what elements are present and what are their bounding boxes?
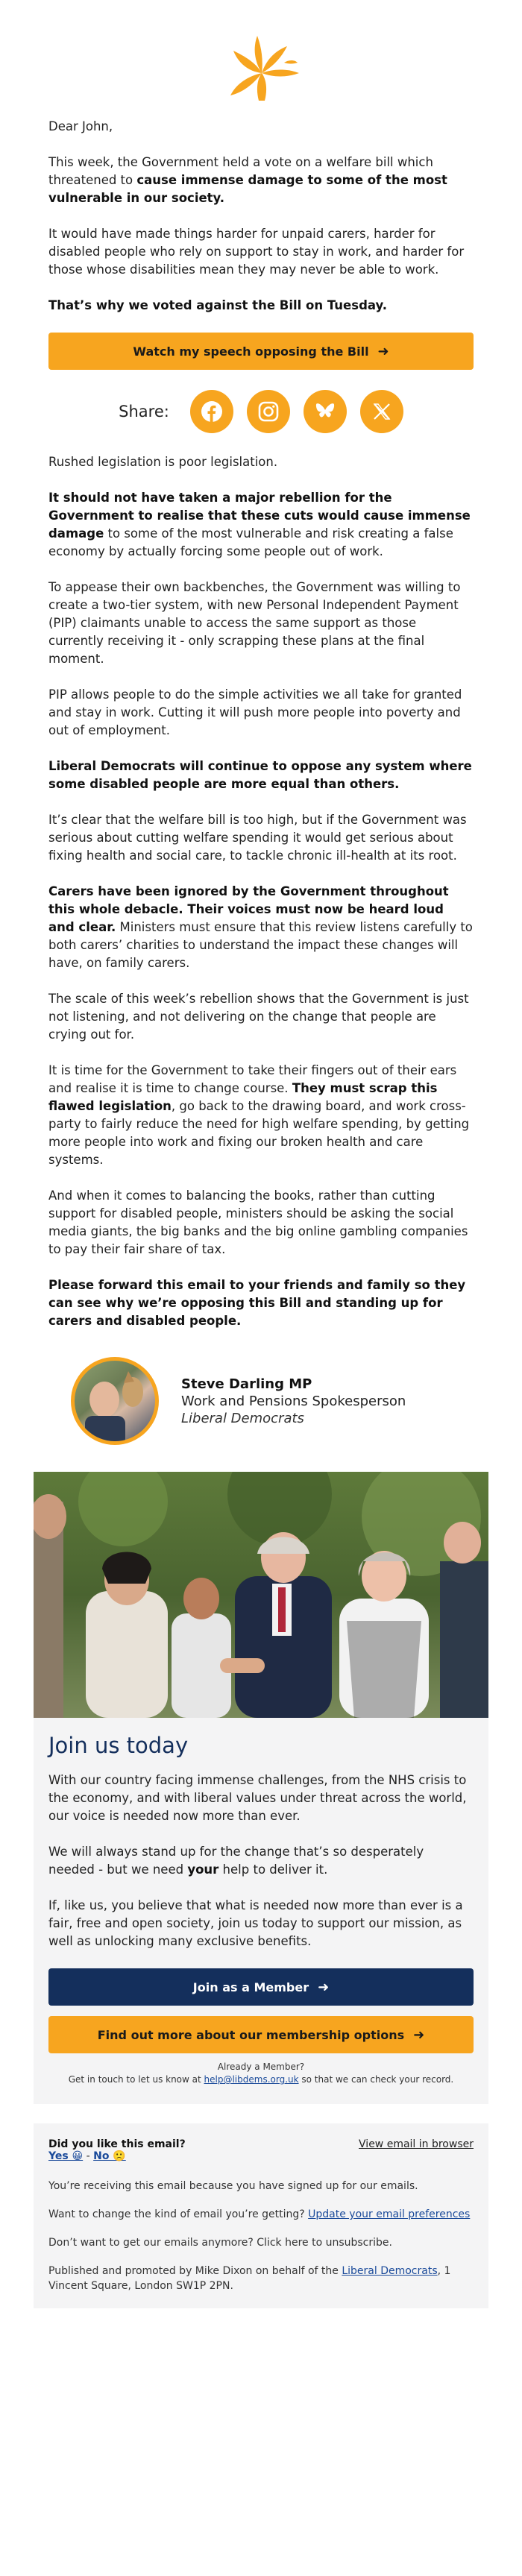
- paragraph: Liberal Democrats will continue to oppose any system where some disabled people are more equal than others.: [48, 759, 472, 791]
- paragraph: It would have made things harder for unpaid carers, harder for disabled people who rely on support to stay in work, and harder for those whose disabilities mean they may never be able to work.: [48, 227, 465, 277]
- join-paragraph: With our country facing immense challenges, from the NHS crisis to the economy, and with liberal values under threat across the world, our voice is needed now more than ever.: [48, 1773, 467, 1823]
- paragraph: It should not have taken a major rebellion for the Government to realise that these cuts would cause immense damage to some of the most vulnerable and risk creating a false economy by actually forcing some people out of work.: [48, 491, 471, 558]
- imprint-text: Published and promoted by Mike Dixon on behalf of the Liberal Democrats, 1 Vincent Square, London SW1P 2PN.: [48, 2265, 451, 2292]
- feedback-no-link[interactable]: No 🙁: [93, 2150, 126, 2162]
- already-member-note: Already a Member? Get in touch to let us know at help@libdems.org.uk so that we can check your record.: [68, 2062, 454, 2085]
- footer-text: You’re receiving this email because you have signed up for our emails.: [48, 2180, 418, 2192]
- instagram-icon: [257, 400, 280, 423]
- help-email-link[interactable]: help@libdems.org.uk: [204, 2074, 299, 2085]
- libdem-bird-icon: [213, 30, 309, 112]
- paragraph: And when it comes to balancing the books, rather than cutting support for disabled people, ministers should be asking the social media giants, the big banks and the big online gambling companies to pay their fair share of tax.: [48, 1188, 468, 1256]
- campaign-photo: [34, 1472, 488, 1718]
- paragraph: It is time for the Government to take their fingers out of their ears and realise it is time to change course. They must scrap this flawed legislation, go back to the drawing board, and work cross-party to fairly reduce the need for high welfare spending, by getting more people into work and fixing our broken health and care systems.: [48, 1063, 470, 1167]
- join-paragraph: If, like us, you believe that what is needed now more than ever is a fair, free and open society, join us today to support our mission, as well as unlocking many exclusive benefits.: [48, 1898, 463, 1948]
- paragraph: Carers have been ignored by the Government throughout this whole debacle. Their voices must now be heard loud and clear. Ministers must ensure that this review listens carefully to both carers’ charities to understand the impact these changes will have, on family carers.: [48, 884, 473, 970]
- signature-party: Liberal Democrats: [181, 1410, 304, 1426]
- paragraph: That’s why we voted against the Bill on Tuesday.: [48, 298, 388, 312]
- email-preferences-link[interactable]: Update your email preferences: [308, 2208, 471, 2220]
- paragraph: To appease their own backbenches, the Government was willing to create a two-tier system, with new Personal Independent Payment (PIP) claimants unable to access the same support as those currently receiving it - only scrapping these plans at the final moment.: [48, 580, 461, 666]
- feedback-yes-link[interactable]: Yes 😀: [48, 2150, 84, 2162]
- x-icon: [372, 402, 392, 421]
- join-member-button[interactable]: Join as a Member ➜: [48, 1968, 474, 2006]
- arrow-right-icon: ➜: [377, 343, 389, 359]
- greeting: Dear John,: [48, 119, 113, 133]
- avatar: [71, 1357, 159, 1445]
- feedback-question: Did you like this email?: [48, 2138, 186, 2150]
- membership-options-button[interactable]: Find out more about our membership options ➜: [48, 2016, 474, 2053]
- paragraph: PIP allows people to do the simple activities we all take for granted and stay in work. Cutting it will push more people into poverty and out of employment.: [48, 687, 462, 737]
- email-footer: [34, 2123, 488, 2308]
- libdem-logo[interactable]: [48, 0, 474, 112]
- view-in-browser-link[interactable]: View email in browser: [359, 2138, 474, 2150]
- watch-speech-button[interactable]: Watch my speech opposing the Bill ➜: [48, 333, 474, 370]
- paragraph: This week, the Government held a vote on a welfare bill which threatened to cause immense damage to some of the most vulnerable in our society.: [48, 155, 447, 205]
- paragraph: Rushed legislation is poor legislation.: [48, 455, 278, 469]
- signature-role: Work and Pensions Spokesperson: [181, 1393, 406, 1409]
- paragraph: Please forward this email to your friends and family so they can see why we’re opposing this Bill and standing up for carers and disabled people.: [48, 1278, 466, 1328]
- signature-block: [71, 1352, 474, 1449]
- libdems-link[interactable]: Liberal Democrats: [342, 2265, 438, 2277]
- arrow-right-icon: ➜: [413, 2027, 425, 2043]
- paragraph: It’s clear that the welfare bill is too high, but if the Government was serious about cutting welfare spending it would get serious about fixing health and social care, to tackle chronic ill-health at its root.: [48, 813, 467, 863]
- join-heading: Join us today: [48, 1733, 189, 1758]
- facebook-share-button[interactable]: [190, 390, 233, 433]
- facebook-icon: [201, 400, 223, 423]
- signature-name: Steve Darling MP: [181, 1376, 312, 1392]
- x-share-button[interactable]: [360, 390, 403, 433]
- unsubscribe-text[interactable]: Don’t want to get our emails anymore? Click here to unsubscribe.: [48, 2237, 392, 2249]
- join-paragraph: We will always stand up for the change that’s so desperately needed - but we need your help to deliver it.: [48, 1845, 424, 1877]
- footer-text: Want to change the kind of email you’re getting? Update your email preferences: [48, 2208, 471, 2220]
- bluesky-share-button[interactable]: [304, 390, 347, 433]
- share-label: Share:: [119, 403, 169, 421]
- arrow-right-icon: ➜: [318, 1979, 330, 1995]
- avatar-photo: [75, 1361, 155, 1441]
- paragraph: The scale of this week’s rebellion shows that the Government is just not listening, and not delivering on the change that people are crying out for.: [48, 992, 469, 1042]
- feedback-links: Yes 😀 - No 🙁: [48, 2150, 126, 2162]
- join-section: [34, 1718, 488, 2104]
- instagram-share-button[interactable]: [247, 390, 290, 433]
- share-bar: [48, 386, 474, 437]
- bluesky-icon: [314, 400, 336, 423]
